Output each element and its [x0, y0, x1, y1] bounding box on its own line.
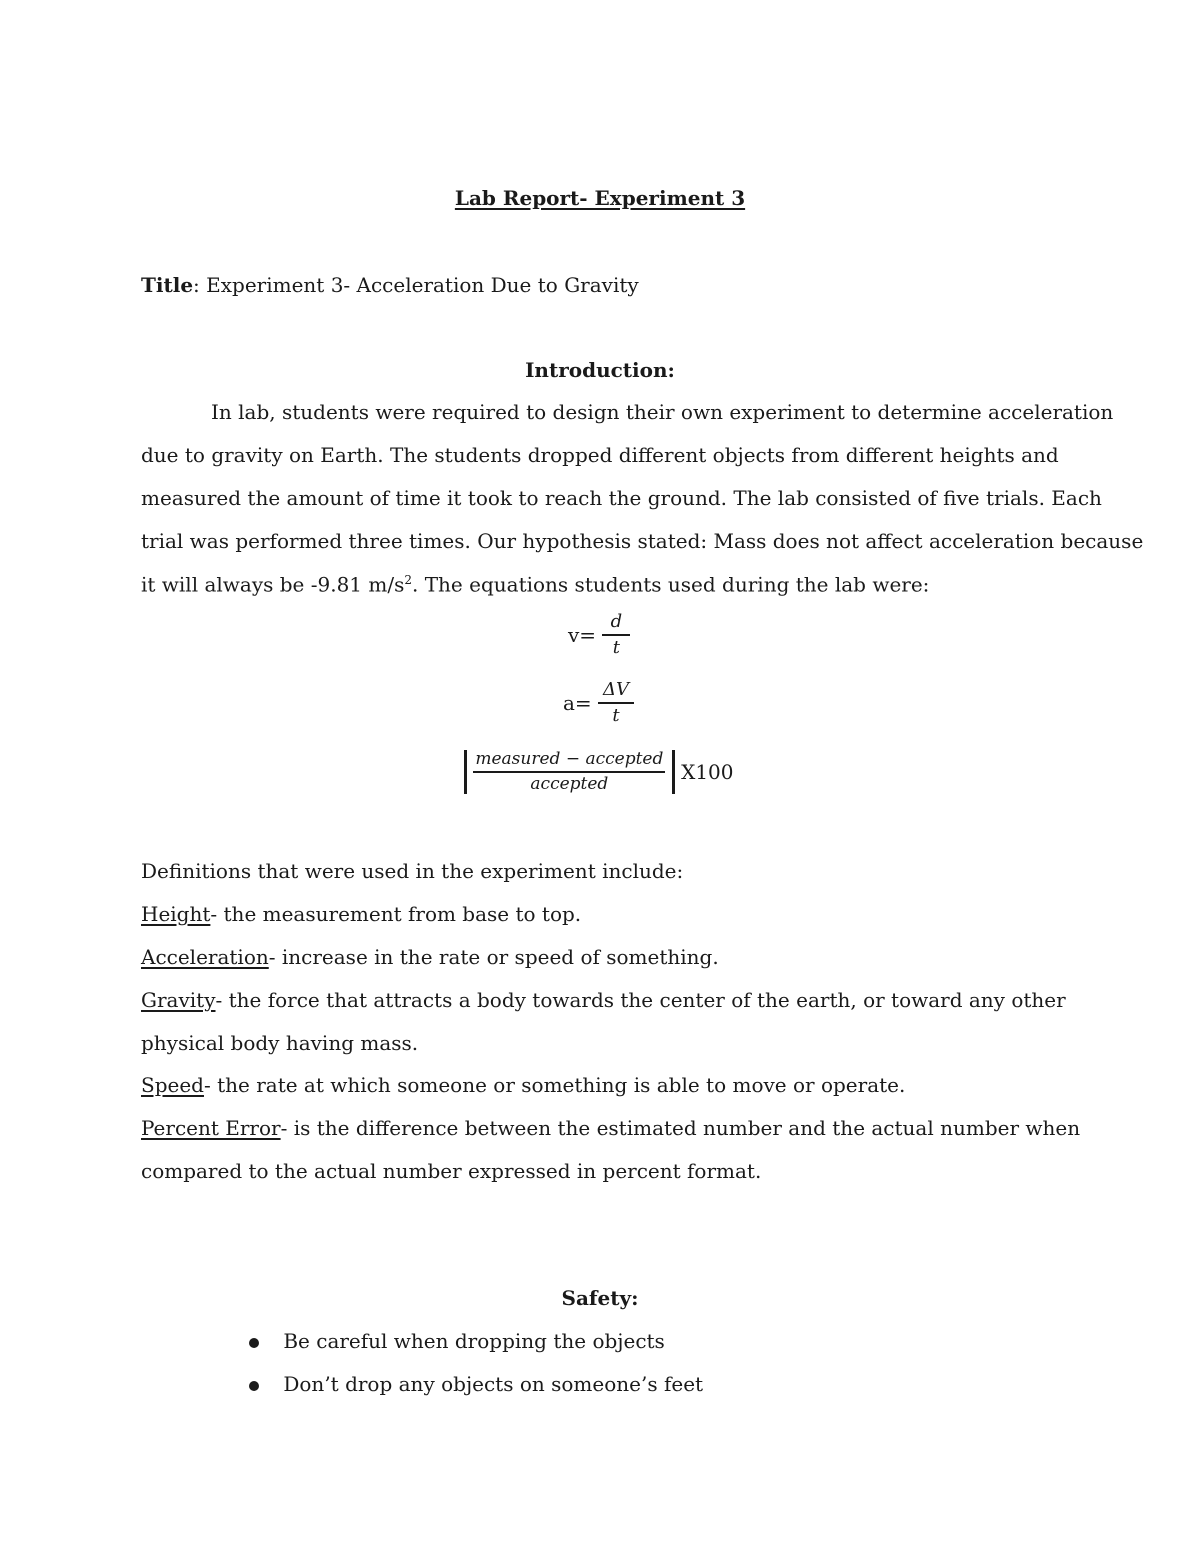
definition-term: Speed	[141, 1073, 204, 1097]
fraction-numerator: d	[610, 611, 623, 632]
absolute-value-bar-right	[672, 750, 675, 794]
title-label: Title	[141, 273, 194, 297]
bullet-icon	[249, 1381, 259, 1391]
equation-velocity	[568, 612, 630, 658]
absolute-value-bar-left	[464, 750, 467, 794]
superscript: 2	[404, 573, 412, 587]
fraction-denominator: accepted	[530, 774, 609, 794]
definition-text: - is the difference between the estimated number and the actual number when	[280, 1116, 1081, 1140]
definition-percent-error	[141, 1118, 1080, 1138]
definitions-intro: Definitions that were used in the experiment include:	[141, 859, 684, 883]
definition-gravity	[141, 990, 1066, 1010]
fraction-bar	[598, 702, 634, 704]
title-value: : Experiment 3- Acceleration Due to Gravity	[193, 273, 639, 297]
fraction-denominator: t	[612, 636, 621, 658]
fraction	[473, 750, 665, 793]
safety-item	[249, 1331, 665, 1351]
intro-line: In lab, students were required to design their own experiment to determine acceleration	[211, 400, 1114, 424]
definition-text: compared to the actual number expressed in percent format.	[141, 1159, 762, 1183]
safety-item-text: Don’t drop any objects on someone’s feet	[283, 1372, 704, 1396]
intro-line: measured the amount of time it took to reach the ground. The lab consisted of five trials. Each	[141, 486, 1102, 510]
title-line	[141, 275, 639, 295]
fraction-numerator: ΔV	[603, 679, 630, 700]
definition-text: physical body having mass.	[141, 1031, 419, 1055]
intro-line: due to gravity on Earth. The students dropped different objects from different heights and	[141, 443, 1059, 467]
fraction-denominator: t	[612, 704, 620, 726]
fraction-bar	[473, 771, 665, 773]
definition-term: Height	[141, 902, 211, 926]
equation-percent-error	[464, 750, 734, 794]
intro-line-text: it will always be -9.81 m/s	[141, 572, 405, 597]
introduction-heading: Introduction:	[525, 358, 675, 382]
safety-heading: Safety:	[561, 1286, 639, 1310]
definition-text: - the measurement from base to top.	[210, 902, 582, 926]
equation-label: a=	[563, 690, 592, 715]
page-heading: Lab Report- Experiment 3	[454, 186, 746, 210]
equation-acceleration	[563, 680, 634, 726]
intro-line	[141, 574, 929, 595]
definition-continuation	[141, 1161, 761, 1181]
definition-term: Gravity	[141, 988, 216, 1012]
definition-text: - increase in the rate or speed of something.	[268, 945, 719, 969]
definition-term: Acceleration	[141, 945, 269, 969]
safety-item-text: Be careful when dropping the objects	[283, 1329, 665, 1353]
fraction	[598, 680, 634, 726]
definition-text: - the force that attracts a body towards the center of the earth, or toward any other	[215, 988, 1066, 1012]
equation-label: v=	[568, 622, 597, 647]
definition-text: - the rate at which someone or something is able to move or operate.	[203, 1073, 906, 1097]
definition-speed	[141, 1075, 905, 1095]
definition-height	[141, 904, 581, 924]
bullet-icon	[249, 1338, 259, 1348]
fraction-bar	[602, 634, 630, 636]
fraction	[602, 612, 630, 658]
intro-line-text: . The equations students used during the lab were:	[412, 572, 930, 597]
fraction-numerator: measured − accepted	[475, 749, 664, 770]
definition-term: Percent Error	[141, 1116, 281, 1140]
definition-acceleration	[141, 947, 719, 967]
definition-continuation	[141, 1033, 418, 1053]
safety-item	[249, 1374, 703, 1394]
intro-line: trial was performed three times. Our hypothesis stated: Mass does not affect acceleration because	[141, 529, 1144, 553]
multiplier: X100	[681, 760, 734, 784]
